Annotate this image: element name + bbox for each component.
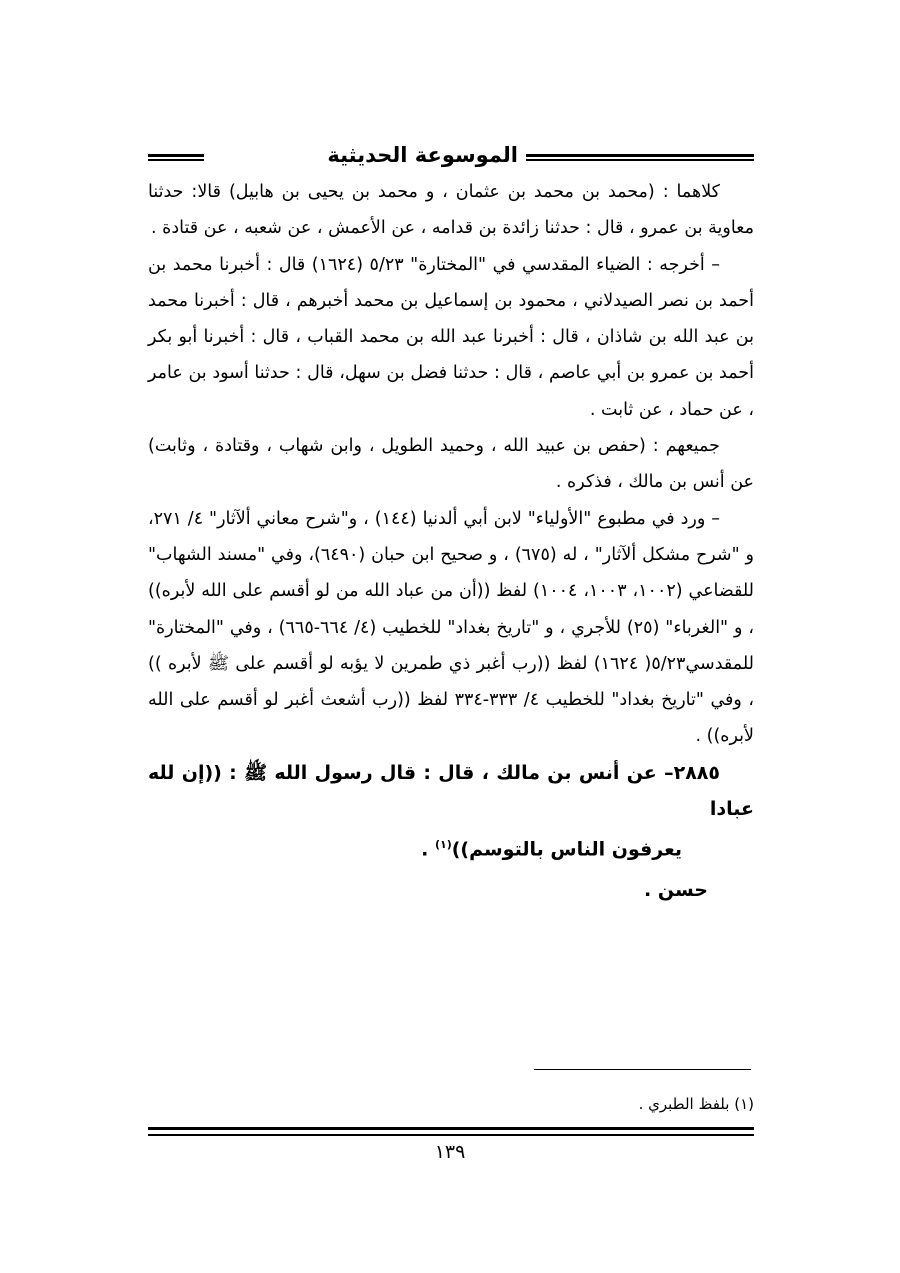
page-number: ١٣٩ [434, 1141, 466, 1163]
footer-rule [148, 1127, 754, 1130]
paragraph-summary: جميعهم : (حفص بن عبيد الله ، وحميد الطويل ، وابن شهاب ، وقتادة ، وثابت) عن أنس بن مالك ، فذكره . [148, 436, 754, 493]
footnote-ref: (١) [434, 838, 452, 852]
hadith-line-1: ٢٨٨٥– عن أنس بن مالك ، قال : قال رسول الله ﷺ : ((إن لله عبادا [148, 761, 754, 821]
hadith-line-2 [148, 827, 754, 868]
footnote: (١) بلفظ الطبري . [638, 1095, 754, 1113]
paragraph-isnad: كلاهما : (محمد بن محمد بن عثمان ، و محمد بن يحيى بن هابيل) قالا: حدثنا معاوية بن عمرو ، قال : حدثنا زائدة بن قدامه ، عن الأعمش ، عن شعبه ، عن قتادة . [148, 182, 754, 239]
header-title: الموسوعة الحديثية [327, 143, 518, 167]
page-body [148, 174, 754, 908]
footnote-separator [534, 1069, 751, 1070]
header-rule-left [148, 154, 204, 161]
page-header [148, 140, 754, 170]
hadith-grade: حسن . [644, 878, 708, 901]
footer-rule-thin [148, 1134, 754, 1136]
header-rule-right [526, 154, 754, 161]
hadith-end: . [421, 838, 435, 861]
paragraph-takhrij: – أخرجه : الضياء المقدسي في "المختارة" ٥/٢٣ (١٦٢٤) قال : أخبرنا محمد بن أحمد بن نصر الصيدلاني ، محمود بن إسماعيل بن محمد أخبرهم ، قال : أخبرنا محمد بن عبد الله بن شاذان ، قال : أخبرنا عبد الله بن محمد القباب ، قال : أخبرنا أبو بكر أحمد بن عمرو بن أبي عاصم ، قال : حدثنا فضل بن سهل، قال : حدثنا أسود بن عامر ، عن حماد ، عن ثابت . [148, 254, 754, 420]
hadith-text: يعرفون الناس بالتوسم)) [451, 838, 682, 861]
paragraph-variants: – ورد في مطبوع "الأولياء" لابن أبي ألدنيا (١٤٤) ، و"شرح معاني ألآثار" ٤/ ٢٧١، و "شرح مشكل ألآثار" ، له (٦٧٥) ، و صحيح ابن حبان (٦٤٩٠)، وفي "مسند الشهاب" للقضاعي (١٠٠٢، ١٠٠٣، ١٠٠٤) لفظ ((أن من عباد الله من لو أقسم على الله لأبره)) ، و "الغرباء" (٢٥) للأجري ، و "تاريخ بغداد" للخطيب (٤/ ٦٦٤-٦٦٥) ، وفي "المختارة" للمقدسي٥/٢٣( ١٦٢٤) لفظ ((رب أغبر ذي طمرين لا يؤبه لو أقسم على ﷺ لأبره )) ، وفي "تاريخ بغداد" للخطيب ٤/ ٣٣٣-٣٣٤ لفظ ((رب أشعث أغبر لو أقسم على الله لأبره)) . [148, 508, 755, 747]
